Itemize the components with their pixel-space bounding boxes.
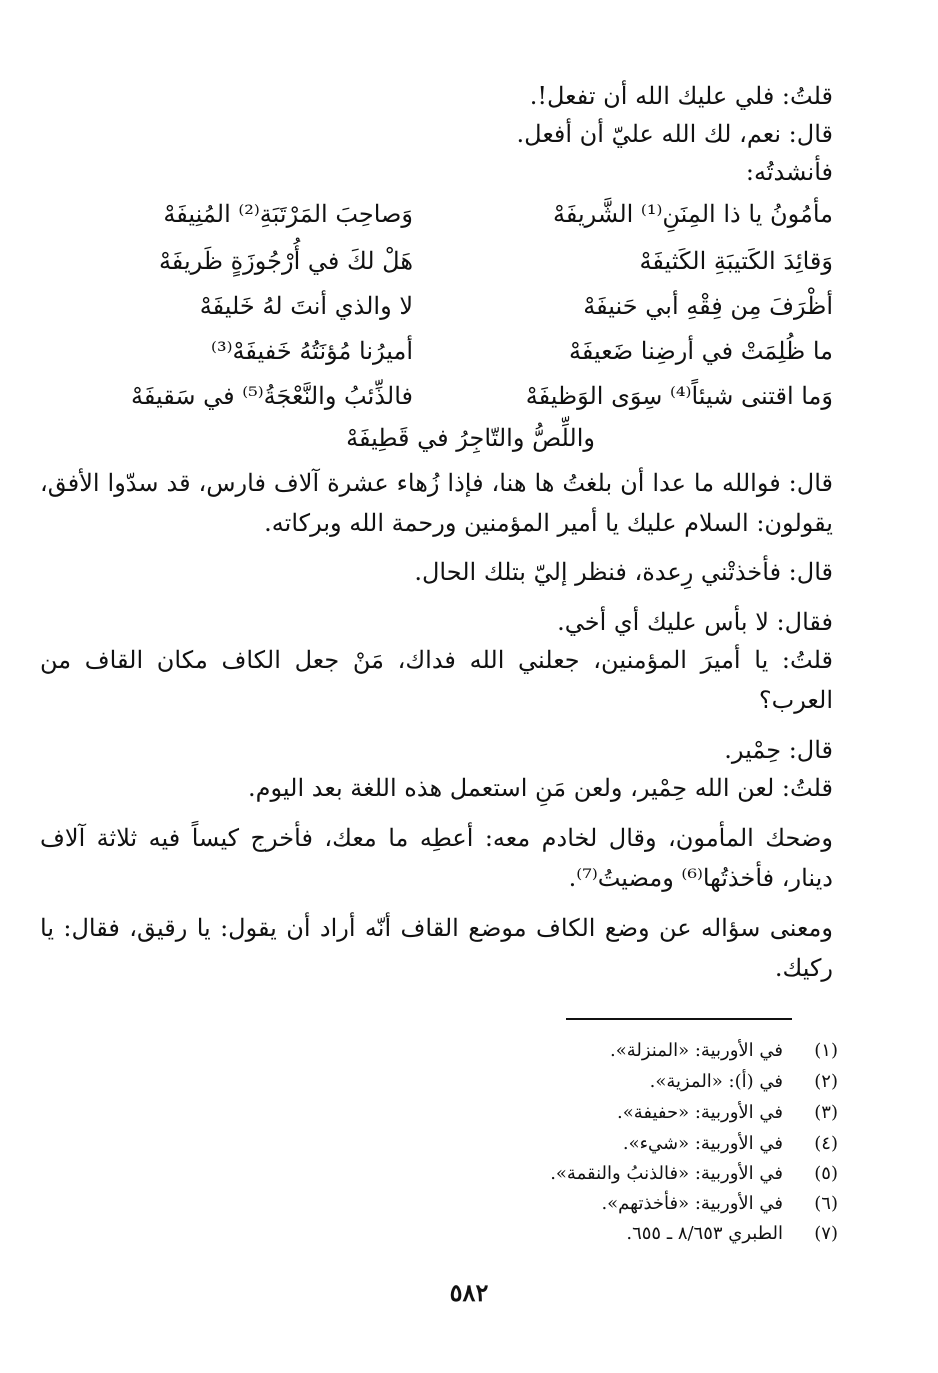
paragraph-8: ومعنى سؤاله عن وضع الكاف موضع القاف أنّه أراد أن يقول: يا رقيق، فقال: يا ركيك. [40, 914, 833, 982]
footnote-number: (٢) [814, 1071, 838, 1092]
verse-3-right: أظْرَفَ مِن فِقْهِ أبي حَنيفَهْ [583, 292, 833, 320]
paragraph-5: قال: حِمْير. [724, 736, 833, 764]
verse-5-right: وَما اقتنى شيئاً⁽⁴⁾ سِوَى الوَظيفَهْ [525, 382, 833, 410]
paragraph-4: قلتُ: يا أميرَ المؤمنين، جعلني الله فداك، مَنْ جعل الكاف مكان القاف من العرب؟ [40, 646, 833, 714]
verse-last: واللِّصُّ والتّاجِرُ في قَطِيفَهْ [346, 424, 595, 452]
footnote-number: (٦) [814, 1193, 838, 1214]
footnote-number: (٤) [814, 1133, 838, 1154]
footnote-text: في الأوربية: «حفيفة». [616, 1102, 783, 1123]
footnote-number: (٣) [814, 1102, 838, 1123]
verse-1-left: وَصاحِبَ المَرْتَبَةِ⁽²⁾ المُنِيفَهْ [163, 200, 413, 228]
footnote-number: (١) [814, 1040, 838, 1061]
paragraph-6: قلتُ: لعن الله حِمْير، ولعن مَنِ استعمل هذه اللغة بعد اليوم. [248, 774, 833, 802]
footnote-number: (٥) [814, 1163, 838, 1184]
paragraph-7: وضحك المأمون، وقال لخادم معه: أعطِه ما معك، فأخرج كيساً فيه ثلاثة آلاف دينار، فأخذتُها⁽⁶⁾ ومضيتُ⁽⁷⁾. [40, 824, 833, 892]
footnote-number: (٧) [814, 1223, 838, 1244]
verse-2-left: هَلْ لكَ في أُرْجُوزَةٍ ظَريفَهْ [158, 247, 413, 275]
paragraph-1: قال: فوالله ما عدا أن بلغتُ ها هنا، فإذا زُهاء عشرة آلاف فارس، قد سدّوا الأفق، يقولون: السلام عليك يا أمير المؤمنين ورحمة الله وبركاته. [40, 469, 833, 537]
text-line-3: فأنشدتُه: [745, 158, 833, 186]
footnote-text: في الأوربية: «المنزلة». [610, 1040, 783, 1061]
verse-2-right: وَقائِدَ الكَتيبَةِ الكَثيفَهْ [639, 247, 833, 275]
footnote-divider [566, 1018, 792, 1020]
verse-3-left: لا والذي أنتَ لهُ خَليفَهْ [199, 292, 413, 320]
verse-1-right: مأمُونُ يا ذا المِنَنِ⁽¹⁾ الشَّريفَهْ [552, 200, 833, 228]
footnote-text: في الأوربية: «شيء». [622, 1133, 783, 1154]
footnote-text: الطبري ٨/٦٥٣ ـ ٦٥٥. [626, 1223, 783, 1244]
paragraph-3: فقال: لا بأس عليك أي أخي. [557, 608, 833, 636]
verse-4-left: أميرُنا مُؤنَتُهُ خَفيفَهْ⁽³⁾ [211, 337, 413, 365]
footnote-text: في الأوربية: «فالذنبُ والنقمة». [550, 1163, 783, 1184]
text-line-2: قال: نعم، لك الله عليّ أن أفعل. [516, 120, 833, 148]
verse-5-left: فالذِّئبُ والنَّعْجَةُ⁽⁵⁾ في سَقيفَهْ [131, 382, 413, 410]
paragraph-2: قال: فأخذتْني رِعدة، فنظر إليّ بتلك الحال. [414, 558, 833, 586]
page-number: ٥٨٢ [449, 1278, 489, 1307]
text-line-1: قلتُ: فلي عليك الله أن تفعل!. [529, 82, 833, 110]
verse-4-right: ما ظُلِمَتْ في أرضِنا ضَعيفَهْ [568, 337, 833, 365]
footnote-text: في (أ): «المزية». [649, 1071, 783, 1092]
footnote-text: في الأوربية: «فأخذتهم». [601, 1193, 783, 1214]
